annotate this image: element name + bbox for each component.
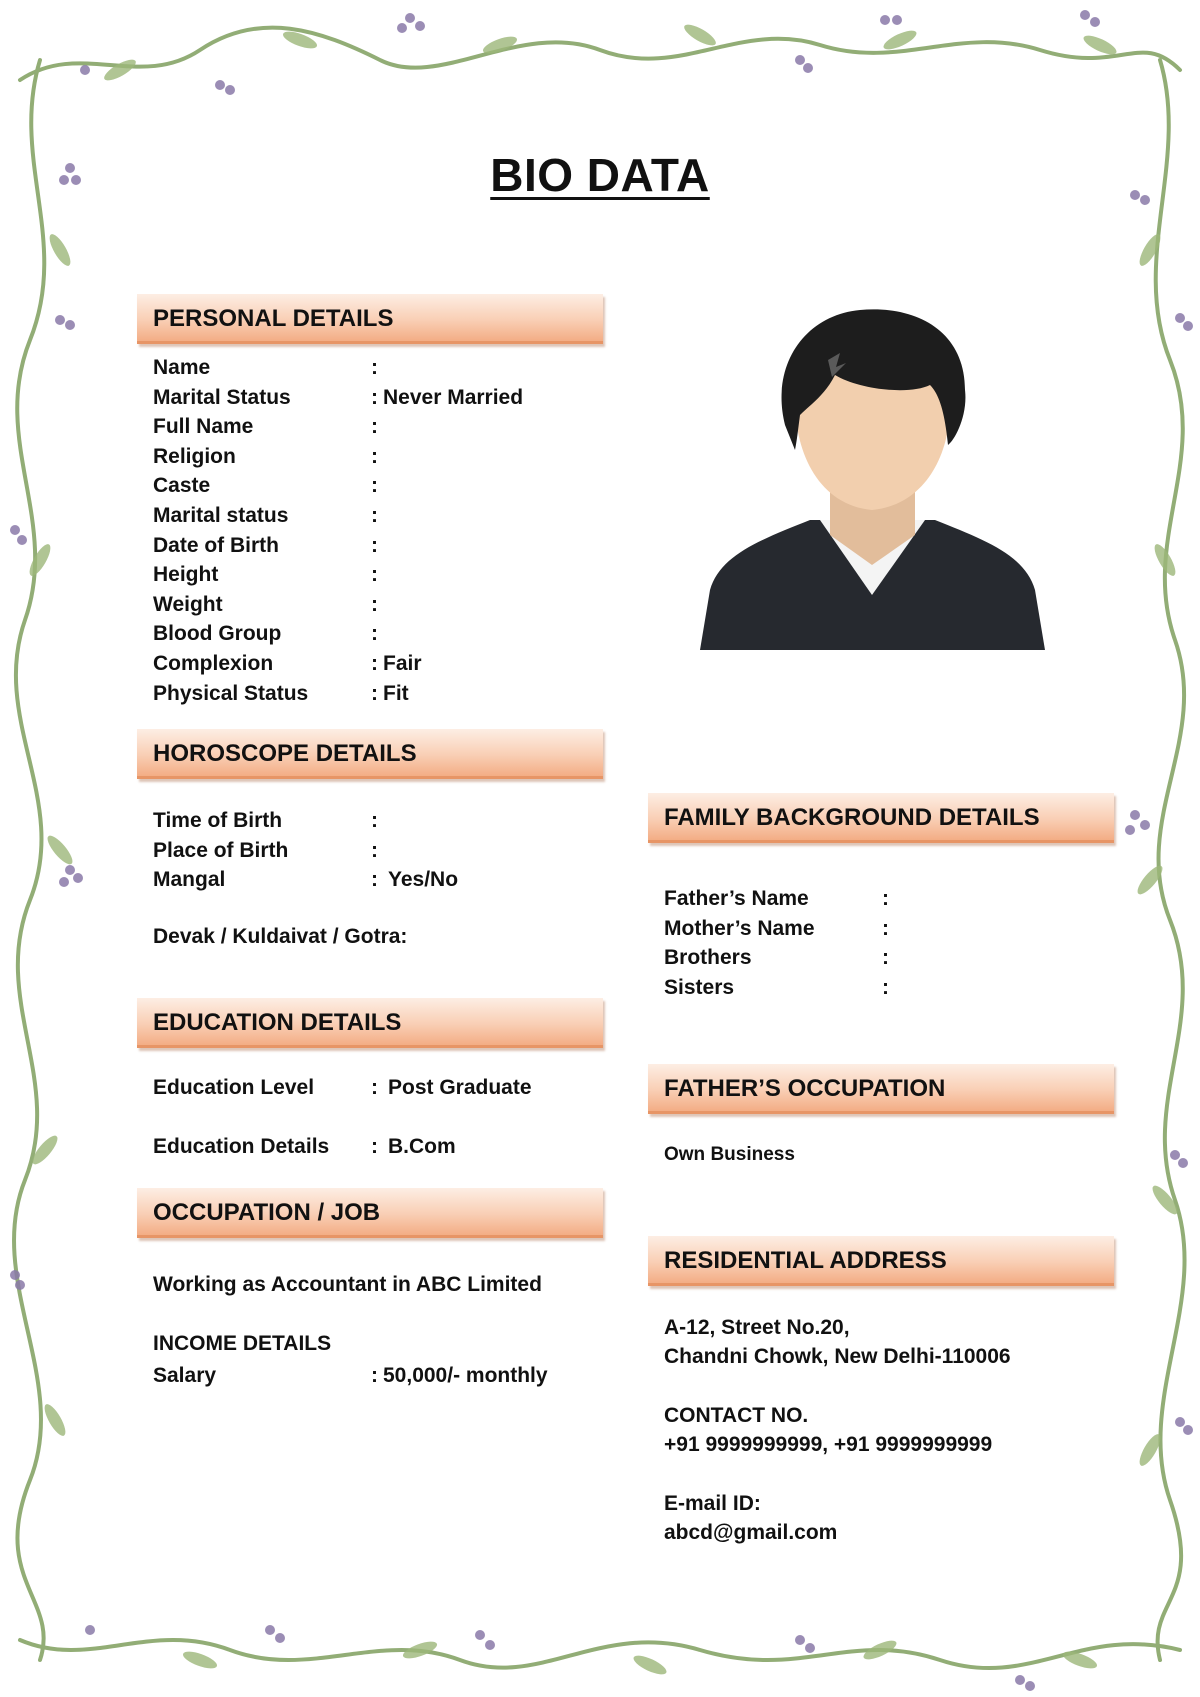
row-label: Education Details — [153, 1135, 330, 1158]
row-value: 50,000/- monthly — [383, 1364, 548, 1387]
row-separator: : — [371, 838, 378, 862]
row-label: Marital Status — [153, 385, 291, 409]
row-separator: : — [371, 444, 378, 468]
row-separator: : — [371, 622, 378, 646]
row-label: Marital status — [153, 504, 289, 527]
row-separator: : — [371, 385, 378, 409]
row-label: Caste — [153, 474, 211, 498]
contact-value: +91 9999999999, +91 9999999999 — [664, 1433, 993, 1456]
row-label: Complexion — [153, 652, 274, 675]
row-label: Weight — [153, 592, 223, 616]
row-value: B.Com — [388, 1135, 456, 1158]
father-occupation-header: FATHER’S OCCUPATION — [648, 1064, 1114, 1114]
father-occupation-text: Own Business — [664, 1144, 795, 1165]
row-label: Date of Birth — [153, 533, 279, 557]
gotra-label: Devak / Kuldaivat / Gotra: — [153, 925, 408, 948]
education-details-header: EDUCATION DETAILS — [137, 998, 603, 1048]
row-label: Mangal — [153, 868, 226, 892]
row-label: Height — [153, 563, 219, 587]
email-value: abcd@gmail.com — [664, 1521, 838, 1544]
row-separator: : — [371, 681, 378, 705]
contact-label: CONTACT NO. — [664, 1404, 809, 1427]
occupation-text: Working as Accountant in ABC Limited — [153, 1273, 542, 1296]
row-separator: : — [371, 415, 378, 439]
row-label: Mother’s Name — [664, 916, 815, 940]
income-heading: INCOME DETAILS — [153, 1332, 332, 1355]
person-avatar-icon — [700, 305, 1045, 655]
row-separator: : — [882, 946, 889, 970]
row-value: Fit — [383, 681, 409, 705]
row-label: Place of Birth — [153, 838, 289, 862]
row-label: Salary — [153, 1364, 217, 1387]
address-line-2: Chandni Chowk, New Delhi-110006 — [664, 1345, 1011, 1368]
row-separator: : — [882, 887, 889, 910]
row-separator: : — [371, 474, 378, 498]
row-value: Yes/No — [388, 868, 459, 892]
row-label: Brothers — [664, 946, 752, 970]
row-separator: : — [371, 809, 378, 832]
address-line-1: A-12, Street No.20, — [664, 1316, 850, 1339]
row-separator: : — [882, 916, 889, 940]
row-separator: : — [882, 975, 889, 999]
row-label: Full Name — [153, 415, 254, 439]
row-separator: : — [371, 868, 378, 892]
personal-details-header: PERSONAL DETAILS — [137, 294, 603, 344]
row-separator: : — [371, 356, 378, 379]
row-separator: : — [371, 1135, 378, 1158]
residential-address-header: RESIDENTIAL ADDRESS — [648, 1236, 1114, 1286]
row-label: Blood Group — [153, 622, 282, 646]
row-separator: : — [371, 563, 378, 587]
family-background-header: FAMILY BACKGROUND DETAILS — [648, 793, 1114, 843]
row-separator: : — [371, 1364, 378, 1387]
row-value: Post Graduate — [388, 1076, 532, 1099]
row-label: Religion — [153, 444, 236, 468]
row-value: Fair — [383, 652, 422, 675]
row-label: Physical Status — [153, 681, 309, 705]
row-separator: : — [371, 504, 378, 527]
page-title: BIO DATA — [490, 149, 710, 201]
row-label: Time of Birth — [153, 809, 283, 832]
row-separator: : — [371, 533, 378, 557]
row-separator: : — [371, 592, 378, 616]
row-label: Education Level — [153, 1076, 315, 1099]
row-label: Father’s Name — [664, 887, 809, 910]
row-separator: : — [371, 1076, 378, 1099]
email-label: E-mail ID: — [664, 1492, 761, 1515]
row-value: Never Married — [383, 385, 524, 409]
row-separator: : — [371, 652, 378, 675]
occupation-header: OCCUPATION / JOB — [137, 1188, 603, 1238]
horoscope-details-header: HOROSCOPE DETAILS — [137, 729, 603, 779]
row-label: Sisters — [664, 975, 735, 999]
row-label: Name — [153, 356, 211, 379]
